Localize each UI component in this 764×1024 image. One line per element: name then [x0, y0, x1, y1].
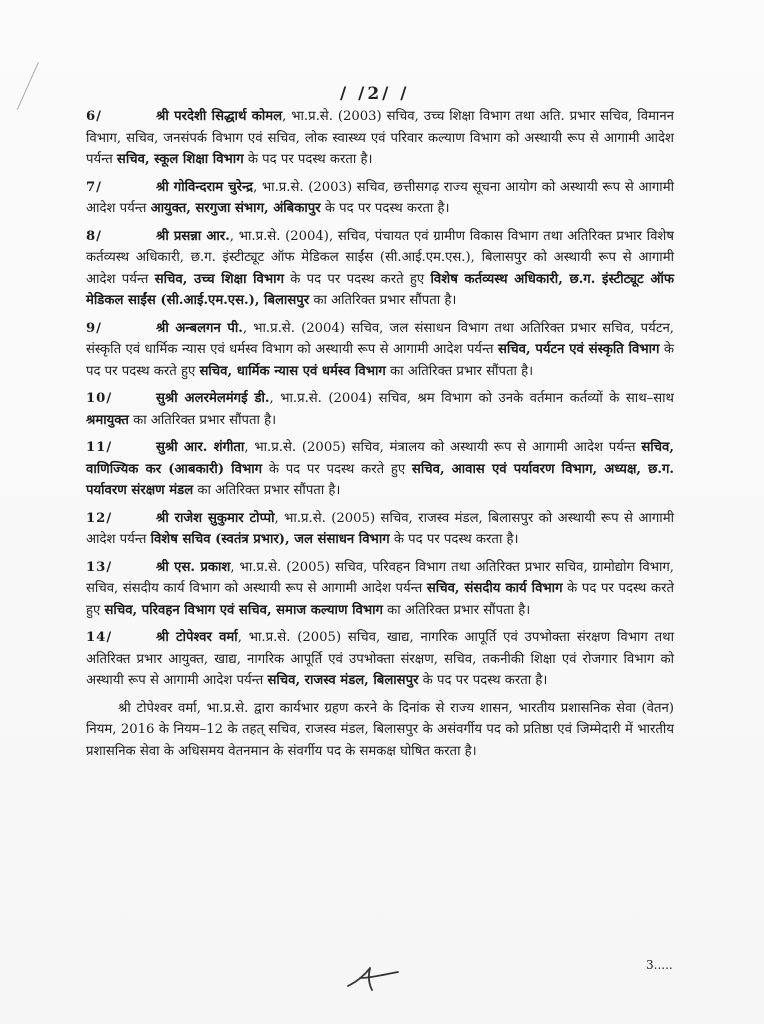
entry-text: , भा.प्र.से. (2005) सचिव, मंत्रालय को अस्थायी रूप से आगामी आदेश पर्यन्त — [244, 440, 642, 455]
margin-pen-mark — [17, 62, 39, 110]
entry-number: 14/ — [86, 630, 113, 645]
entry-text: के पद पर पदस्थ करते हुए — [86, 581, 674, 618]
order-entry — [86, 508, 674, 551]
entry-text: , भा.प्र.से. (2005) सचिव, राजस्व मंडल, बिलासपुर को अस्थायी रूप से आगामी आदेश पर्यन्त — [86, 510, 674, 547]
order-entry — [86, 106, 674, 171]
entry-text: के पद पर पदस्थ करते हुए — [262, 461, 412, 477]
entry-text: , भा.प्र.से. (2004) सचिव, श्रम विभाग को उनके वर्तमान कर्तव्यों के साथ–साथ — [269, 391, 674, 406]
entry-text: , भा.प्र.से. (2003) सचिव, उच्च शिक्षा विभाग तथा अति. प्रभार सचिव, विमानन विभाग, सचिव, जनसंपर्क विभाग एवं सचिव, लोक स्वास्थ्य एवं परिवार कल्याण विभाग को अस्थायी रूप से आगामी आदेश पर्यन्त — [86, 109, 674, 167]
entry-text: के पद पर पदस्थ करते हुए — [86, 342, 674, 379]
entry-bold-text: श्री अन्बलगन पी. — [156, 320, 243, 336]
entry-bold-text: सुश्री अलरमेलमंगई डी. — [156, 391, 270, 406]
entry-text: के पद पर पदस्थ करता है। — [320, 201, 450, 216]
entry-text: , भा.प्र.से. (2003) सचिव, छत्तीसगढ़ राज्य सूचना आयोग को अस्थायी रूप से आगामी आदेश पर्यन्त — [86, 179, 674, 216]
entry-text: का अतिरिक्त प्रभार सौंपता है। — [309, 293, 457, 308]
entry-bold-text: सचिव, परिवहन विभाग एवं सचिव, समाज कल्याण विभाग — [104, 602, 383, 618]
entry-number: 13/ — [86, 559, 113, 575]
entry-bold-text: श्री टोपेश्वर वर्मा — [156, 630, 238, 645]
order-entry — [86, 557, 674, 622]
entry-text: के पद पर पदस्थ करता है। — [243, 152, 373, 167]
entry-text: का अतिरिक्त प्रभार सौंपता है। — [128, 412, 277, 428]
order-entry — [86, 627, 674, 692]
order-entry — [86, 388, 674, 431]
document-body — [86, 106, 674, 775]
entry-text: का अतिरिक्त प्रभार सौंपता है। — [385, 363, 534, 379]
entry-text: , भा.प्र.से. (2004), सचिव, पंचायत एवं ग्रामीण विकास विभाग तथा अतिरिक्त प्रभार विशेष कर्तव्यस्थ अधिकारी, छ.ग. इंस्टीट्यूट ऑफ मेडिकल साईंस (सी.आई.एम.एस.), बिलासपुर को अस्थायी रूप से आगामी आदेश पर्यन्त — [86, 228, 675, 287]
entry-number: 10/ — [86, 391, 113, 406]
entry-bold-text: सचिव, संसदीय कार्य विभाग — [426, 581, 563, 596]
entry-text: का अतिरिक्त प्रभार सौंपता है। — [193, 483, 341, 498]
entry-bold-text: सचिव, धार्मिक न्यास एवं धर्मस्व विभाग — [199, 363, 386, 379]
entry-number: 12/ — [86, 510, 113, 526]
page-number: / /2/ / — [340, 84, 410, 104]
order-entries-list — [86, 106, 674, 692]
entry-bold-text: सचिव, उच्च शिक्षा विभाग — [154, 271, 285, 287]
signature-mark — [342, 960, 402, 994]
entry-text: के पद पर पदस्थ करता है। — [418, 673, 548, 688]
entry-bold-text: सचिव, वाणिज्यिक कर (आबकारी) विभाग — [86, 440, 674, 477]
entry-text: , भा.प्र.से. (2005) सचिव, परिवहन विभाग तथा अतिरिक्त प्रभार सचिव, ग्रामोद्योग विभाग, सचिव, संसदीय कार्य विभाग को अस्थायी रूप से आगामी आदेश पर्यन्त — [86, 559, 674, 596]
entry-bold-text: श्री एस. प्रकाश — [156, 559, 231, 575]
entry-text: , भा.प्र.से. (2005) सचिव, खाद्य, नागरिक आपूर्ति एवं उपभोक्ता संरक्षण विभाग तथा अतिरिक्त प्रभार आयुक्त, खाद्य, नागरिक आपूर्ति एवं उपभोक्ता संरक्षण, सचिव, तकनीकी शिक्षा एवं रोजगार विभाग को अस्थायी रूप से आगामी आदेश पर्यन्त — [86, 630, 674, 688]
entry-number: 9/ — [86, 320, 102, 336]
entry-number: 8/ — [86, 228, 102, 244]
entry-bold-text: विशेष कर्तव्यस्थ अधिकारी, छ.ग. इंस्टीट्यूट ऑफ मेडिकल साईंस (सी.आई.एम.एस.), बिलासपुर — [86, 271, 675, 308]
entry-number: 11/ — [86, 440, 113, 455]
entry-bold-text: सचिव, स्कूल शिक्षा विभाग — [116, 152, 244, 167]
entry-bold-text: विशेष सचिव (स्वतंत्र प्रभार), जल संसाधन विभाग — [150, 532, 390, 547]
entry-number: 6/ — [86, 109, 102, 124]
entry-text: , भा.प्र.से. (2004) सचिव, जल संसाधन विभाग तथा अतिरिक्त प्रभार सचिव, पर्यटन, संस्कृति एवं धार्मिक न्यास एवं धर्मस्व विभाग को अस्थायी रूप से आगामी आदेश पर्यन्त — [86, 320, 674, 357]
entry-bold-text: श्री गोविन्दराम चुरेन्द्र — [156, 179, 254, 195]
entry-bold-text: सचिव, पर्यटन एवं संस्कृति विभाग — [497, 342, 660, 357]
entry-number: 7/ — [86, 179, 102, 195]
order-entry — [86, 177, 674, 220]
order-entry — [86, 437, 674, 502]
entry-bold-text: सचिव, राजस्व मंडल, बिलासपुर — [267, 673, 419, 688]
next-page-marker: 3..... — [646, 958, 673, 972]
entry-bold-text: सुश्री आर. शंगीता — [156, 440, 245, 455]
order-entry — [86, 226, 674, 312]
entry-bold-text: श्री परदेशी सिद्धार्थ कोमल — [156, 109, 283, 124]
entry-bold-text: श्रमायुक्त — [86, 412, 129, 428]
order-entry — [86, 318, 674, 383]
entry-text: के पद पर पदस्थ करता है। — [389, 532, 519, 547]
entry-bold-text: श्री प्रसन्ना आर. — [156, 228, 230, 244]
final-paragraph: श्री टोपेश्वर वर्मा, भा.प्र.से. द्वारा कार्यभार ग्रहण करने के दिनांक से राज्य शासन, भारतीय प्रशासनिक सेवा (वेतन) नियम, 2016 के नियम–12 के तहत् सचिव, राजस्व मंडल, बिलासपुर के असंवर्गीय पद को प्रतिष्ठा एवं जिम्मेदारी में भारतीय प्रशासनिक सेवा के अधिसमय वेतनमान के संवर्गीय पद के समकक्ष घोषित करता है। — [86, 700, 674, 759]
entry-text: के पद पर पदस्थ करते हुए — [284, 271, 431, 287]
entry-text: का अतिरिक्त प्रभार सौंपता है। — [382, 602, 531, 618]
entry-bold-text: श्री राजेश सुकुमार टोप्पो — [156, 510, 275, 526]
entry-bold-text: सचिव, आवास एवं पर्यावरण विभाग, अध्यक्ष, छ.ग. पर्यावरण संरक्षण मंडल — [86, 461, 674, 498]
entry-bold-text: आयुक्त, सरगुजा संभाग, अंबिकापुर — [150, 201, 321, 216]
